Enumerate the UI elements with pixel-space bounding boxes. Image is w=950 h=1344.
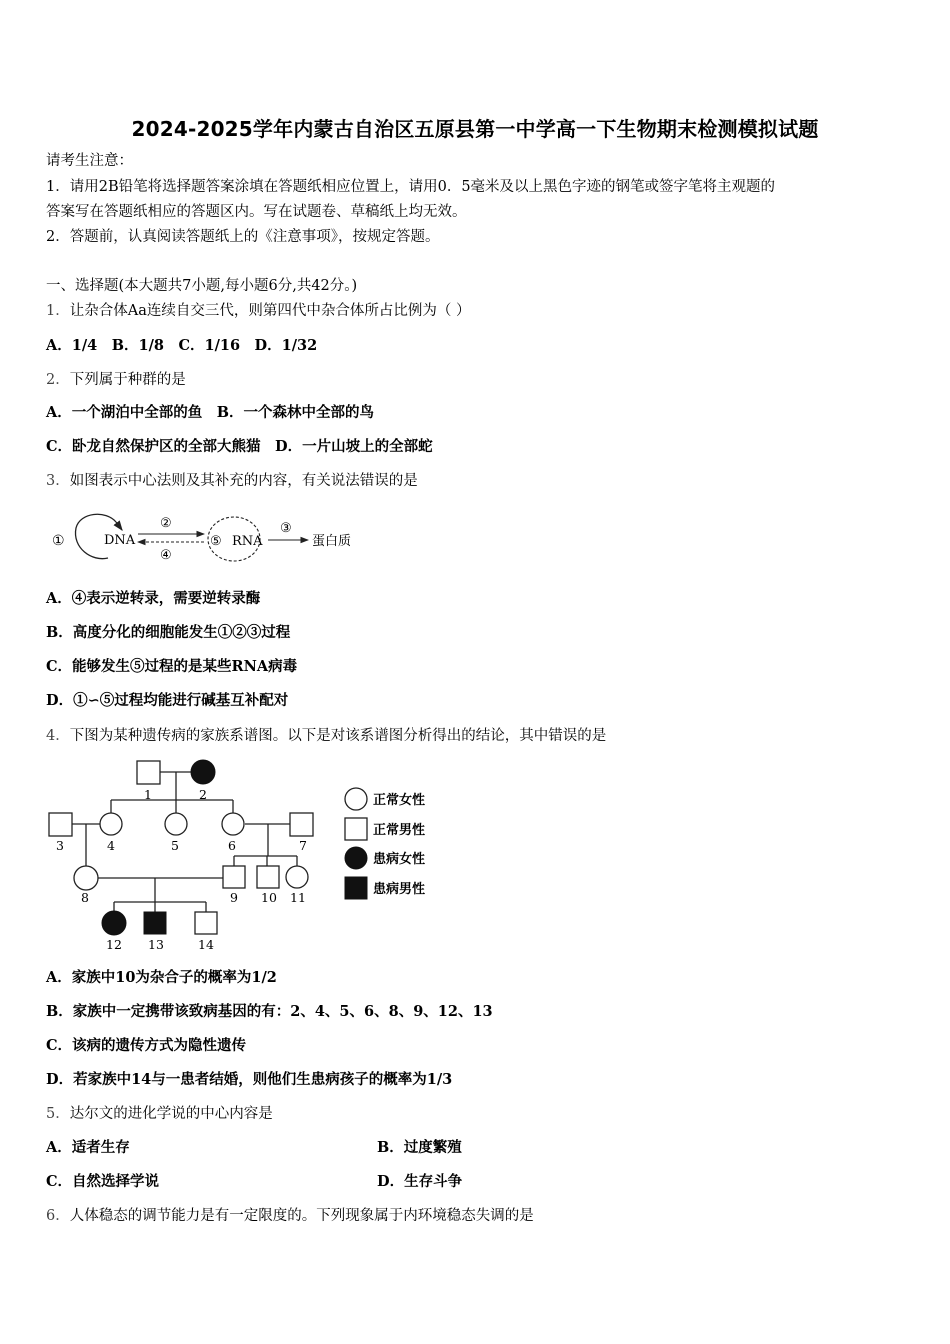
question-5-option-d: D．生存斗争	[377, 1173, 463, 1190]
replication-arrowhead	[116, 522, 122, 530]
diagram-label-3: ③	[280, 521, 292, 536]
question-number: 5．	[46, 1106, 70, 1122]
question-4-option-b: B．家族中一定携带该致病基因的有：2、4、5、6、8、9、12、13	[46, 1003, 493, 1020]
question-2	[46, 371, 186, 389]
individual-number: 1	[144, 787, 152, 802]
legend-affected-female: 患病女性	[373, 852, 426, 867]
diagram-rna: RNA	[232, 534, 263, 549]
question-number: 3．	[46, 473, 70, 489]
central-dogma-diagram	[46, 508, 366, 570]
individual-number: 3	[56, 838, 64, 853]
legend-normal-male-symbol	[345, 818, 367, 840]
individual-number: 9	[230, 890, 238, 905]
pedigree-chart	[40, 756, 450, 956]
notice-line-1b: 答案写在答题纸相应的答题区内。写在试题卷、草稿纸上均无效。	[46, 204, 467, 220]
question-3-option-b: B．高度分化的细胞能发生①②③过程	[46, 624, 291, 641]
question-3-option-d: D．①∽⑤过程均能进行碱基互补配对	[46, 692, 289, 709]
diagram-label-4: ④	[160, 548, 172, 563]
individual-3-normal-male	[49, 813, 72, 836]
diagram-label-2: ②	[160, 516, 172, 531]
individual-number: 4	[107, 838, 115, 853]
legend-affected-female-symbol	[345, 847, 367, 869]
question-3-option-a: A．④表示逆转录，需要逆转录酶	[46, 590, 261, 607]
individual-number: 6	[228, 838, 236, 853]
question-5-option-a: A．适者生存	[46, 1139, 130, 1156]
diagram-label-5: ⑤	[210, 534, 222, 549]
individual-9-normal-male	[223, 866, 245, 888]
question-5-option-b: B．过度繁殖	[377, 1139, 462, 1156]
individual-number: 14	[198, 937, 214, 952]
diagram-label-1: ①	[52, 533, 65, 549]
individual-number: 8	[81, 890, 89, 905]
individual-13-affected-male	[144, 912, 166, 934]
question-stem: 人体稳态的调节能力是有一定限度的。下列现象属于内环境稳态失调的是	[69, 1208, 534, 1224]
individual-14-normal-male	[195, 912, 217, 934]
individual-12-affected-female	[102, 911, 126, 935]
section-heading: 一、选择题(本大题共7小题,每小题6分,共42分。)	[46, 278, 358, 294]
question-4-option-d: D．若家族中14与一患者结婚，则他们生患病孩子的概率为1/3	[46, 1071, 453, 1088]
individual-number: 2	[199, 787, 207, 802]
individual-11-normal-female	[286, 866, 308, 888]
question-2-options-ab: A．一个湖泊中全部的鱼 B．一个森林中全部的鸟	[46, 404, 375, 421]
diagram-protein: 蛋白质	[312, 534, 352, 549]
individual-10-normal-male	[257, 866, 279, 888]
legend-normal-female-symbol	[345, 788, 367, 810]
question-number: 6．	[46, 1208, 70, 1224]
individual-number: 12	[106, 937, 122, 952]
legend-affected-male-symbol	[345, 877, 367, 899]
question-1	[46, 302, 470, 320]
individual-8-normal-female	[74, 866, 98, 890]
individual-number: 7	[299, 838, 307, 853]
question-stem: 下列属于种群的是	[69, 372, 186, 388]
question-1-options: A．1/4 B．1/8 C．1/16 D．1/32	[46, 337, 318, 354]
question-number: 1．	[46, 303, 70, 319]
question-6	[46, 1207, 534, 1225]
question-number: 2．	[46, 372, 70, 388]
question-3-option-c: C．能够发生⑤过程的是某些RNA病毒	[46, 658, 298, 675]
legend-normal-female: 正常女性	[373, 793, 426, 808]
question-5-option-c: C．自然选择学说	[46, 1173, 160, 1190]
question-4-option-a: A．家族中10为杂合子的概率为1/2	[46, 969, 277, 986]
question-number: 4．	[46, 728, 70, 744]
question-stem: 下图为某种遗传病的家族系谱图。以下是对该系谱图分析得出的结论，其中错误的是	[69, 728, 607, 744]
legend-affected-male: 患病男性	[373, 882, 426, 897]
individual-2-affected-female	[191, 760, 215, 784]
question-stem: 让杂合体Aa连续自交三代，则第四代中杂合体所占比例为（ ）	[69, 303, 471, 319]
individual-4-normal-female	[100, 813, 122, 835]
diagram-dna: DNA	[104, 533, 136, 548]
individual-7-normal-male	[290, 813, 313, 836]
notice-heading: 请考生注意：	[46, 153, 133, 169]
question-2-options-cd: C．卧龙自然保护区的全部大熊猫 D．一片山坡上的全部蛇	[46, 438, 433, 455]
question-stem: 如图表示中心法则及其补充的内容，有关说法错误的是	[69, 473, 418, 489]
notice-line-1: 1．请用2B铅笔将选择题答案涂填在答题纸相应位置上，请用0．5毫米及以上黑色字迹的钢笔或签字笔将主观题的	[46, 179, 776, 195]
individual-number: 13	[148, 937, 164, 952]
legend-normal-male: 正常男性	[373, 823, 426, 838]
question-4-option-c: C．该病的遗传方式为隐性遗传	[46, 1037, 247, 1054]
notice-line-2: 2．答题前，认真阅读答题纸上的《注意事项》，按规定答题。	[46, 229, 440, 245]
question-stem: 达尔文的进化学说的中心内容是	[69, 1106, 273, 1122]
question-5	[46, 1105, 273, 1123]
individual-6-normal-female	[222, 813, 244, 835]
question-3	[46, 472, 418, 490]
page-title: 2024-2025学年内蒙古自治区五原县第一中学高一下生物期末检测模拟试题	[131, 117, 819, 141]
individual-5-normal-female	[165, 813, 187, 835]
individual-number: 5	[171, 838, 179, 853]
individual-1-normal-male	[137, 761, 160, 784]
question-4	[46, 727, 606, 745]
individual-number: 10	[261, 890, 277, 905]
individual-number: 11	[290, 890, 306, 905]
